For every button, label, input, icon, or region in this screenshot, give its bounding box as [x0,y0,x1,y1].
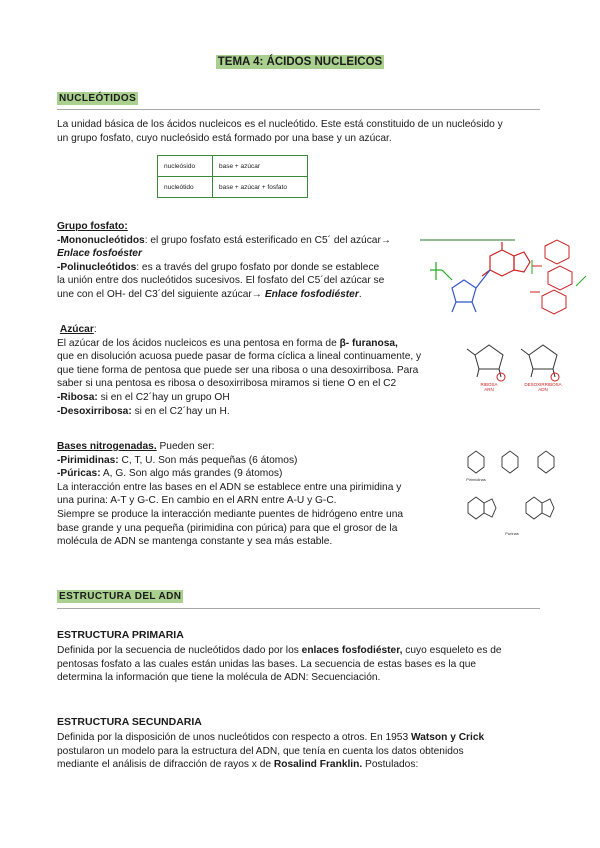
azucar-heading: Azúcar [59,324,94,335]
nitrogenous-bases-figure [460,445,580,545]
page-title: TEMA 4: ÁCIDOS NUCLEICOS [217,56,383,68]
purines-label: Purinas [505,531,519,536]
phosphodiester-figure [420,236,590,318]
table-cell: nucleótido [158,177,213,198]
primaria-heading: ESTRUCTURA PRIMARIA [57,629,184,641]
section-heading-nucleotidos: NUCLEÓTIDOS [59,93,137,104]
pyrimidines-label: Pirimidinas [466,477,486,482]
ribose-deoxyribose-figure [463,333,573,391]
divider [57,608,540,609]
intro-paragraph: La unidad básica de los ácidos nucleicos es el nucleótido. Este está constituido de un nucleósido y un grupo fosfato, cuyo nucleósido está formado por una base y un azúcar. [57,119,503,144]
ribose-label: RIBOSA [480,382,498,387]
grupo-fosfato-block: Grupo fosfato: -Mononucleótidos: el grupo fosfato está esterificado en C5´ del azúcar→ Enlace fosfoéster -Polinucleótidos: es a través del grupo fosfato por donde se establece la unión entre dos nucleótidos sucesivos. El fosfato del C5´del azúcar se une con el OH- del C3´del siguiente azúcar→ Enlace fosfodiéster. [57,221,392,300]
secundaria-heading: ESTRUCTURA SECUNDARIA [57,716,202,728]
table-cell: base + azúcar + fosfato [213,177,308,198]
table-row [158,156,308,177]
table-cell: nucleósido [158,156,213,177]
azucar-block: Azúcar: El azúcar de los ácidos nucleicos es una pentosa en forma de β- furanosa, que en disolución acuosa puede pasar de forma cíclica a lineal continuamente, y que tiene forma de pentosa que puede ser una ribosa o una desoxirribosa. Para saber si una pentosa es ribosa o desoxirribosa miramos si tiene O en el C2 -Ribosa: si en el C2´hay un grupo OH -Desoxirribosa: si en el C2´hay un H. [57,324,422,417]
secundaria-paragraph: Definida por la disposición de unos nucleótidos con respecto a otros. En 1953 Watson y Crick postularon un modelo para la estructura del ADN, que tenía en cuenta los datos obtenidos mediante el análisis de difracción de rayos x de Rosalind Franklin. Postulados: [57,732,485,771]
ribose-sublabel: ARN [484,387,494,391]
bases-block: Bases nitrogenadas. Pueden ser: -Pirimidinas: C, T, U. Son más pequeñas (6 átomos) -Púricas: A, G. Son algo más grandes (9 átomos) La interacción entre las bases en el ADN se establece entre una pirimidina y una purina: A-T y G-C. En cambio en el ARN entre A-U y G-C. Siempre se produce la interacción mediante puentes de hidrógeno entre una base grande y una pequeña (pirimidina con púrica) para que el grosor de la molécula de ADN se mantenga constante y sea más estable. [57,441,404,548]
section-heading-estructura: ESTRUCTURA DEL ADN [59,591,182,602]
grupo-fosfato-heading: Grupo fosfato: [57,221,128,232]
table-cell: base + azúcar [213,156,308,177]
nucleotide-table [157,155,308,198]
deoxyribose-label: DESOXIRRIBOSA [524,382,562,387]
bases-heading: Bases nitrogenadas. [57,441,157,452]
divider [57,109,540,110]
deoxyribose-sublabel: ADN [538,387,548,391]
primaria-paragraph: Definida por la secuencia de nucleótidos dado por los enlaces fosfodiéster, cuyo esqueleto es de pentosas fosfato a las cuales están unidas las bases. La secuencia de estas bases es la que determina la información que tiene la molécula de ADN: Secuenciación. [57,645,502,684]
table-row [158,177,308,198]
